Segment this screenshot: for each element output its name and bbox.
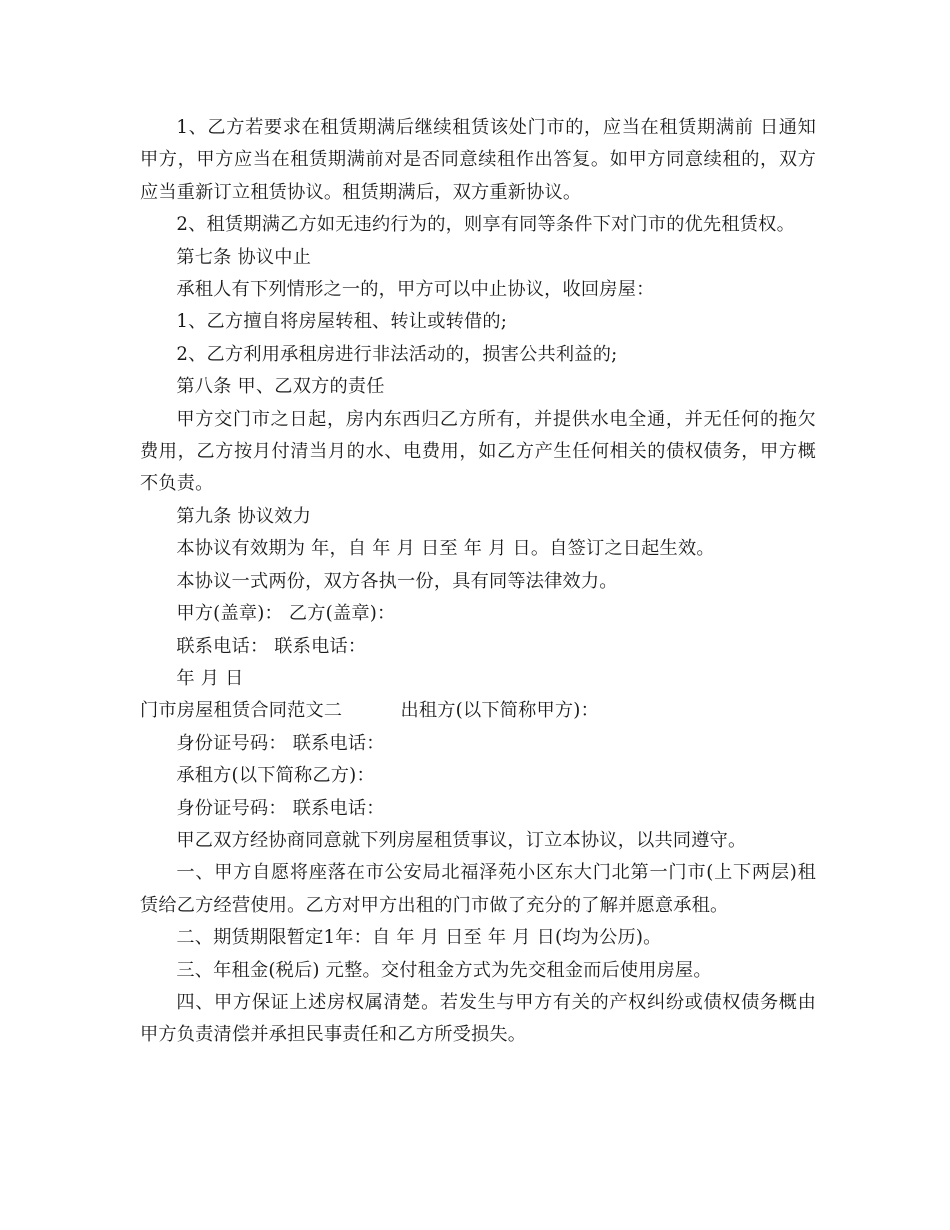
paragraph: 承租人有下列情形之一的，甲方可以中止协议，收回房屋： bbox=[176, 279, 655, 301]
paragraph: 甲方交门市之日起，房内东西归乙方所有，并提供水电全通，并无任何的拖欠费用，乙方按月付清当月的水、电费用，如乙方产生任何相关的债权债务，甲方概不负责。 bbox=[140, 408, 816, 495]
paragraph: 四、甲方保证上述房权属清楚。若发生与甲方有关的产权纠纷或债权债务概由甲方负责清偿并承担民事责任和乙方所受损失。 bbox=[140, 991, 816, 1046]
paragraph: 甲乙双方经协商同意就下列房屋租赁事议，订立本协议，以共同遵守。 bbox=[176, 829, 747, 851]
paragraph: 1、乙方擅自将房屋转租、转让或转借的; bbox=[176, 311, 508, 333]
lessor-label: 出租方(以下简称甲方)： bbox=[400, 700, 599, 722]
date-line: 年 月 日 bbox=[176, 667, 244, 689]
section-heading-line bbox=[140, 695, 816, 727]
section-heading: 门市房屋租赁合同范文二 bbox=[140, 700, 343, 722]
paragraph: 承租方(以下简称乙方)： bbox=[176, 765, 375, 787]
article-heading: 第七条 协议中止 bbox=[176, 246, 312, 268]
paragraph: 二、期赁期限暂定1年：自 年 月 日至 年 月 日(均为公历)。 bbox=[176, 927, 662, 949]
paragraph: 2、乙方利用承租房进行非法活动的，损害公共利益的; bbox=[176, 343, 618, 365]
paragraph: 本协议有效期为 年，自 年 月 日至 年 月 日。自签订之日起生效。 bbox=[176, 538, 715, 560]
contact-line: 联系电话： 联系电话： bbox=[176, 635, 367, 657]
paragraph: 三、年租金(税后) 元整。交付租金方式为先交租金而后使用房屋。 bbox=[176, 959, 712, 981]
article-heading: 第九条 协议效力 bbox=[176, 505, 312, 527]
paragraph: 身份证号码： 联系电话： bbox=[176, 797, 385, 819]
paragraph: 一、甲方自愿将座落在市公安局北福泽苑小区东大门北第一门市(上下两层)租赁给乙方经营使用。乙方对甲方出租的门市做了充分的了解并愿意承租。 bbox=[140, 862, 816, 916]
paragraph: 身份证号码： 联系电话： bbox=[176, 732, 385, 754]
paragraph: 本协议一式两份，双方各执一份，具有同等法律效力。 bbox=[176, 570, 618, 592]
paragraph: 2、租赁期满乙方如无违约行为的，则享有同等条件下对门市的优先租赁权。 bbox=[176, 214, 795, 236]
signature-line: 甲方(盖章)： 乙方(盖章)： bbox=[176, 603, 396, 625]
document-body bbox=[140, 112, 816, 1052]
paragraph: 1、乙方若要求在租赁期满后继续租赁该处门市的，应当在租赁期满前 日通知甲方，甲方应当在租赁期满前对是否同意续租作出答复。如甲方同意续租的，双方应当重新订立租赁协议。租赁期满后，双方重新协议。 bbox=[140, 117, 816, 203]
article-heading: 第八条 甲、乙双方的责任 bbox=[176, 376, 385, 398]
